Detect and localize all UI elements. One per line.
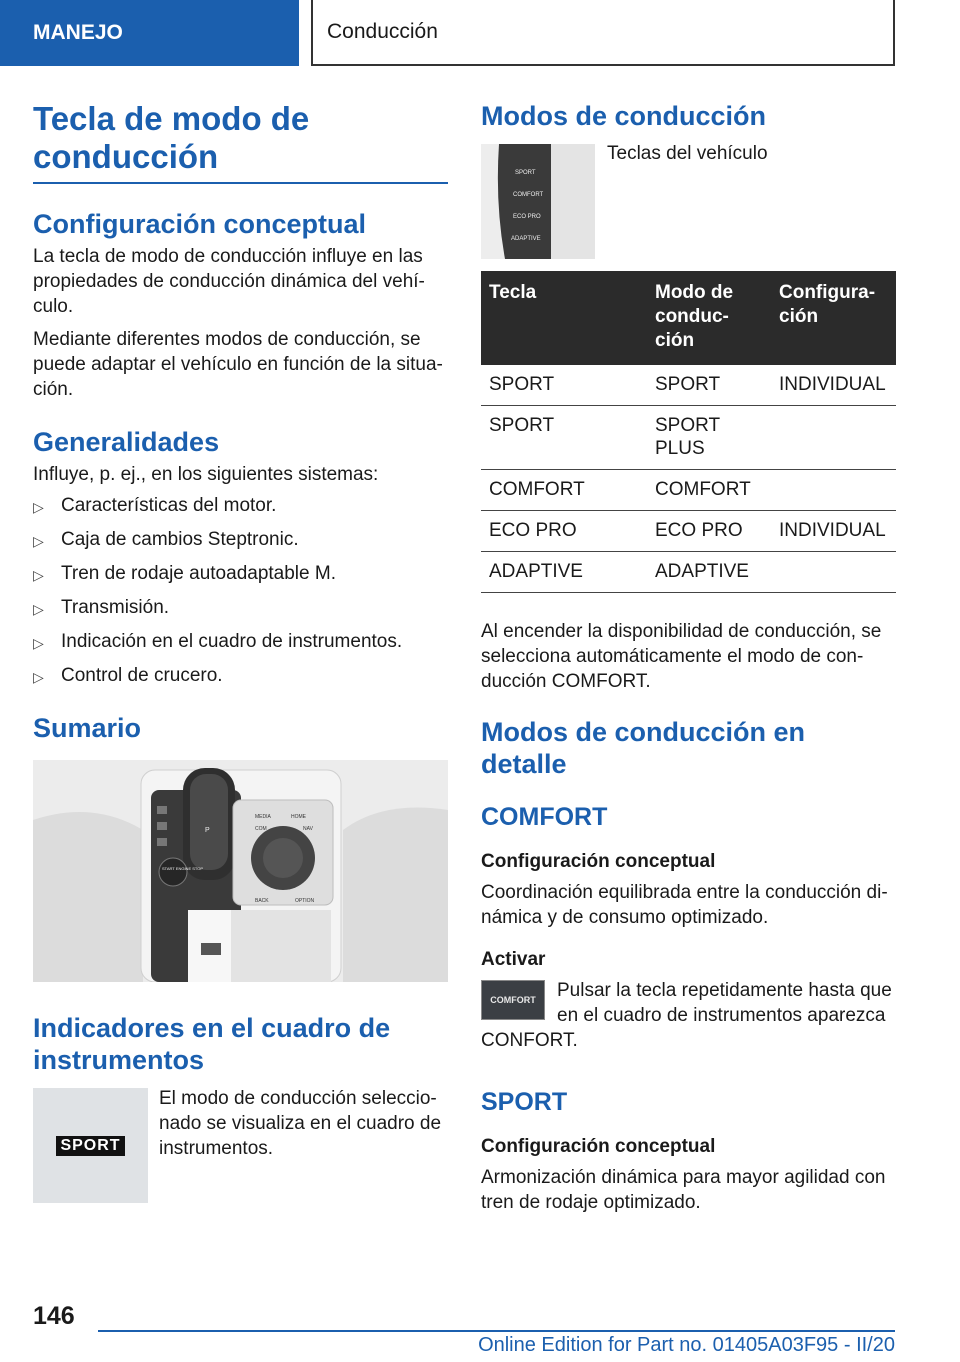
table-row: ADAPTIVE ADAPTIVE xyxy=(481,552,896,593)
indicators-block xyxy=(33,1088,448,1203)
table-row: COMFORT COMFORT xyxy=(481,470,896,511)
header-mode: Modo de conduc-ción xyxy=(647,271,771,365)
header-config: Configura-ción xyxy=(771,271,896,365)
comfort-concept-heading: Configuración conceptual xyxy=(481,851,716,872)
triangle-bullet-icon: ▷ xyxy=(33,499,44,515)
key-label-comfort: COMFORT xyxy=(513,192,544,198)
general-heading: Generalidades xyxy=(33,427,220,457)
triangle-bullet-icon: ▷ xyxy=(33,635,44,651)
systems-list xyxy=(33,493,448,690)
concept-paragraph-2: Mediante diferentes modos de conducción, se puede adaptar el vehículo en función de la situa-ción. xyxy=(33,329,443,400)
table-row: SPORT SPORT PLUS xyxy=(481,406,896,470)
sport-concept-heading: Configuración conceptual xyxy=(481,1136,716,1157)
indicators-text: El modo de conducción seleccio-nado se visualiza en el cuadro de instrumentos. xyxy=(159,1088,442,1159)
comfort-heading: COMFORT xyxy=(481,803,608,831)
key-label-sport: SPORT xyxy=(515,170,536,176)
after-table-text: Al encender la disponibilidad de conducción, se selecciona automáticamente el modo de con-ducción COMFORT. xyxy=(481,621,882,692)
indicators-heading: Indicadores en el cuadro de instrumentos xyxy=(33,1013,391,1075)
table-row: ECO PRO ECO PRO INDIVIDUAL xyxy=(481,511,896,552)
triangle-bullet-icon: ▷ xyxy=(33,601,44,617)
center-console-svg xyxy=(33,760,448,982)
section-tab xyxy=(0,0,299,66)
general-intro: Influye, p. ej., en los siguientes sistemas: xyxy=(33,464,379,485)
console-label-nav: NAV xyxy=(303,826,313,832)
triangle-bullet-icon: ▷ xyxy=(33,669,44,685)
mode-keys-illustration xyxy=(481,144,595,259)
modes-heading: Modos de conducción xyxy=(481,101,767,131)
list-item: ▷ Caja de cambios Steptronic. xyxy=(33,527,448,554)
list-item: ▷ Transmisión. xyxy=(33,595,448,622)
list-item: ▷ Indicación en el cuadro de instrumentos. xyxy=(33,629,448,656)
activate-heading: Activar xyxy=(481,949,546,970)
activate-block xyxy=(481,978,896,1053)
right-column xyxy=(481,100,896,1215)
center-console-illustration xyxy=(33,760,448,982)
chapter-label: Conducción xyxy=(327,20,438,43)
list-item: ▷ Control de crucero. xyxy=(33,663,448,690)
concept-heading: Configuración conceptual xyxy=(33,209,367,239)
console-label-home: HOME xyxy=(291,814,306,820)
vehicle-keys-block xyxy=(481,144,896,259)
comfort-concept-text: Coordinación equilibrada entre la conducción di-námica y de consumo optimizado. xyxy=(481,882,888,928)
console-label-start: START ENGINE STOP xyxy=(162,866,204,871)
triangle-bullet-icon: ▷ xyxy=(33,567,44,583)
comfort-button-label: COMFORT xyxy=(490,995,536,1005)
keys-caption: Teclas del vehículo xyxy=(607,143,768,164)
list-item: ▷ Tren de rodaje autoadaptable M. xyxy=(33,561,448,588)
concept-paragraph-1: La tecla de modo de conducción influye en las propiedades de conducción dinámica del vehí-culo. xyxy=(33,246,425,317)
title-rule xyxy=(33,182,448,184)
header-key: Tecla xyxy=(481,271,647,365)
console-label-back: BACK xyxy=(255,898,269,904)
console-label-option: OPTION xyxy=(295,898,315,904)
table-header-row xyxy=(481,271,896,365)
page-title: Tecla de modo de conducción xyxy=(33,100,310,175)
sport-concept-text: Armonización dinámica para mayor agilidad con tren de rodaje optimizado. xyxy=(481,1167,886,1213)
console-label-p: P xyxy=(205,827,210,834)
comfort-button-illustration xyxy=(481,980,545,1020)
footer-rule xyxy=(98,1330,895,1332)
sport-indicator-badge: SPORT xyxy=(56,1136,124,1156)
modes-table xyxy=(481,271,896,593)
console-label-media: MEDIA xyxy=(255,814,271,820)
instrument-cluster-display xyxy=(33,1088,148,1203)
left-column xyxy=(33,100,448,1203)
key-label-eco-pro: ECO PRO xyxy=(513,214,541,220)
summary-heading: Sumario xyxy=(33,713,142,743)
chapter-tab xyxy=(311,0,895,66)
edition-text: Online Edition for Part no. 01405A03F95 - II/20 xyxy=(478,1334,895,1356)
list-item: ▷ Características del motor. xyxy=(33,493,448,520)
detail-heading: Modos de conducción en detalle xyxy=(481,717,806,779)
section-label: MANEJO xyxy=(33,21,123,44)
page-number: 146 xyxy=(33,1302,75,1330)
mode-keys-svg xyxy=(481,144,595,259)
table-row: SPORT SPORT INDIVIDUAL xyxy=(481,365,896,406)
console-label-com: COM xyxy=(255,826,267,832)
key-label-adaptive: ADAPTIVE xyxy=(511,236,541,242)
triangle-bullet-icon: ▷ xyxy=(33,533,44,549)
activate-text: Pulsar la tecla repetidamente hasta que en el cuadro de instrumentos aparezca CONFORT. xyxy=(481,980,892,1051)
sport-heading: SPORT xyxy=(481,1088,568,1116)
